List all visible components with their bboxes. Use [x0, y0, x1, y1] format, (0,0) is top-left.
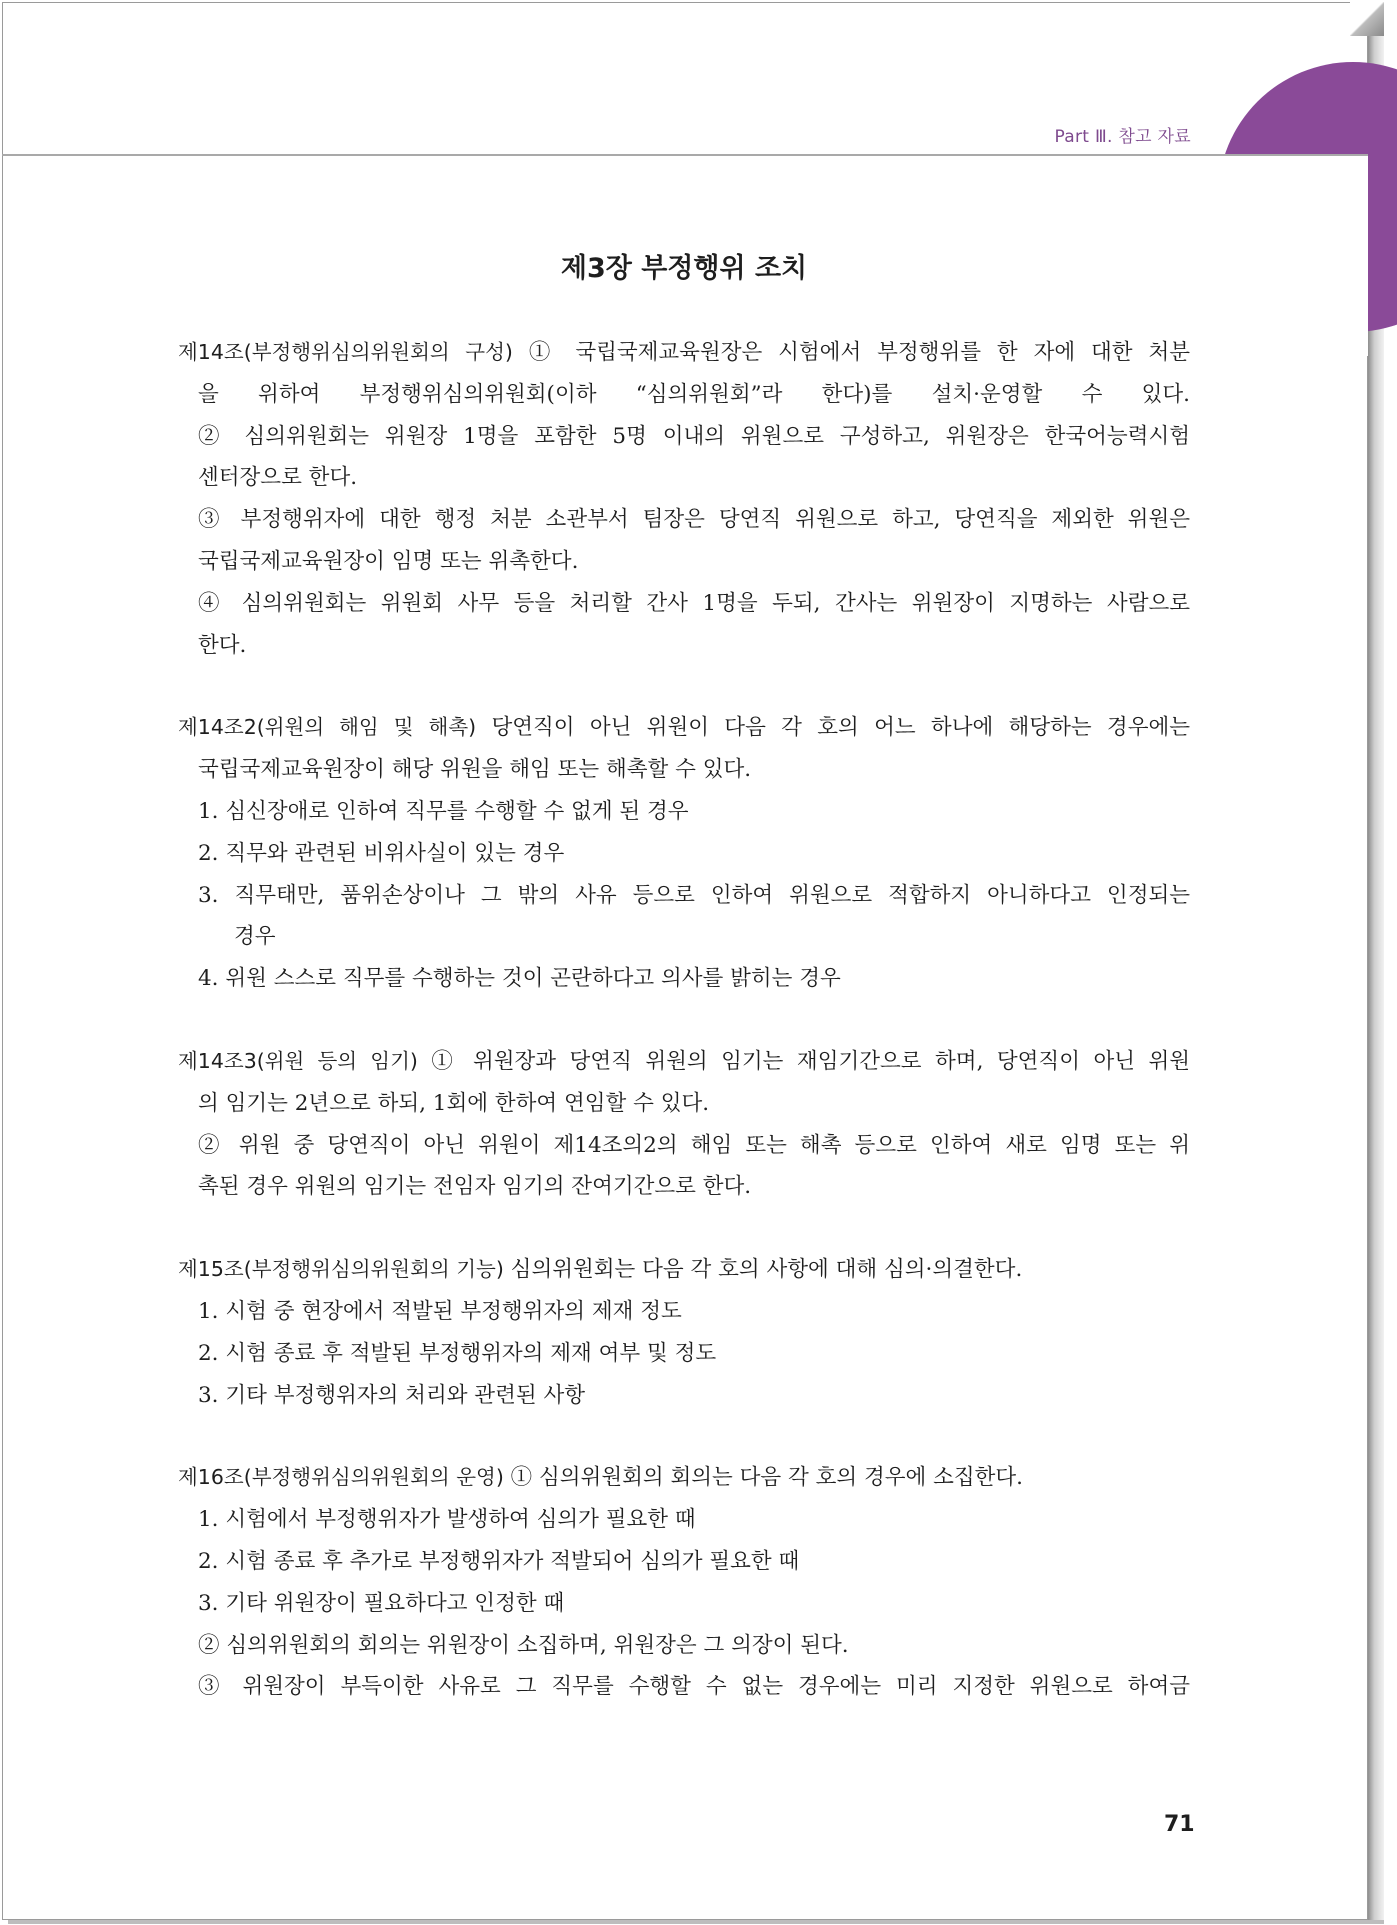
- article-line: [178, 1041, 1190, 1083]
- article-14-2: [178, 707, 1190, 1000]
- article-line: 센터장으로 한다.: [198, 465, 358, 491]
- page-number: 71: [1164, 1812, 1195, 1837]
- article-line: ④ 심의위원회는 위원회 사무 등을 처리할 간사 1명을 두되, 간사는 위원장이 지명하는 사람으로: [198, 590, 1190, 616]
- article-line: ② 심의위원회는 위원장 1명을 포함한 5명 이내의 위원으로 구성하고, 위원장은 한국어능력시험: [198, 423, 1190, 449]
- list-item: 1. 시험에서 부정행위자가 발생하여 심의가 필요한 때: [198, 1507, 696, 1533]
- article-line: [178, 1249, 1190, 1291]
- list-item: 4. 위원 스스로 직무를 수행하는 것이 곤란하다고 의사를 밝히는 경우: [198, 966, 841, 992]
- running-head: Part Ⅲ. 참고 자료: [1054, 127, 1191, 147]
- article-line: ③ 위원장이 부득이한 사유로 그 직무를 수행할 수 없는 경우에는 미리 지정한 위원으로 하여금: [198, 1674, 1190, 1700]
- article-line: 국립국제교육원장이 해당 위원을 해임 또는 해촉할 수 있다.: [198, 757, 752, 783]
- article-line: 국립국제교육원장이 임명 또는 위촉한다.: [198, 548, 579, 574]
- page-curl: [1350, 2, 1384, 36]
- article-text: ① 국립국제교육원장은 시험에서 부정행위를 한 자에 대한 처분: [512, 340, 1190, 365]
- list-item: 1. 심신장애로 인하여 직무를 수행할 수 없게 된 경우: [198, 798, 689, 824]
- chapter-title: 제3장 부정행위 조치: [560, 253, 808, 284]
- article-15: [178, 1249, 1190, 1416]
- article-line: ③ 부정행위자에 대한 행정 처분 소관부서 팀장은 당연직 위원으로 하고, 당연직을 제외한 위원은: [198, 507, 1190, 533]
- article-line: [178, 707, 1190, 749]
- list-item-continuation: 경우: [234, 924, 276, 950]
- article-line: ② 심의위원회의 회의는 위원장이 소집하며, 위원장은 그 의장이 된다.: [198, 1632, 849, 1658]
- article-text: 심의위원회는 다음 각 호의 사항에 대해 심의·의결한다.: [503, 1257, 1023, 1283]
- article-heading: 제15조(부정행위심의위원회의 기능): [178, 1257, 504, 1282]
- list-item: 2. 시험 종료 후 추가로 부정행위자가 적발되어 심의가 필요한 때: [198, 1548, 800, 1574]
- page-edge-bottom: [8, 1920, 1384, 1924]
- list-item: 2. 직무와 관련된 비위사실이 있는 경우: [198, 840, 565, 866]
- article-14: [178, 332, 1190, 666]
- article-16: [178, 1457, 1190, 1708]
- list-item: 3. 기타 부정행위자의 처리와 관련된 사항: [198, 1382, 585, 1408]
- list-item: 2. 시험 종료 후 적발된 부정행위자의 제재 여부 및 정도: [198, 1340, 717, 1366]
- article-heading: 제14조(부정행위심의위원회의 구성): [178, 340, 513, 364]
- article-line: 한다.: [198, 632, 247, 658]
- document-body: [178, 332, 1190, 1749]
- list-item: 3. 직무태만, 품위손상이나 그 밖의 사유 등으로 인하여 위원으로 적합하지 아니하다고 인정되는: [198, 882, 1190, 908]
- article-14-3: [178, 1041, 1190, 1208]
- article-line: 의 임기는 2년으로 하되, 1회에 한하여 연임할 수 있다.: [198, 1090, 710, 1116]
- article-line: [178, 1457, 1190, 1499]
- article-text: 당연직이 아닌 위원이 다음 각 호의 어느 하나에 해당하는 경우에는: [476, 715, 1191, 741]
- article-line: [178, 332, 1190, 374]
- article-line: 을 위하여 부정행위심의위원회(이하 “심의위원회”라 한다)를 설치·운영할 수 있다.: [198, 381, 1190, 407]
- article-line: ② 위원 중 당연직이 아닌 위원이 제14조의2의 해임 또는 해촉 등으로 인하여 새로 임명 또는 위: [198, 1132, 1190, 1158]
- list-item: 1. 시험 중 현장에서 적발된 부정행위자의 제재 정도: [198, 1298, 682, 1324]
- article-text: ① 위원장과 당연직 위원의 임기는 재임기간으로 하며, 당연직이 아닌 위원: [417, 1048, 1190, 1074]
- article-heading: 제14조2(위원의 해임 및 해촉): [178, 715, 477, 740]
- article-line: 촉된 경우 위원의 임기는 전임자 임기의 잔여기간으로 한다.: [198, 1174, 752, 1200]
- article-heading: 제16조(부정행위심의위원회의 운영): [178, 1465, 504, 1490]
- list-item: 3. 기타 위원장이 필요하다고 인정한 때: [198, 1590, 565, 1616]
- article-text: ① 심의위원회의 회의는 다음 각 호의 경우에 소집한다.: [503, 1465, 1024, 1491]
- header-rule: [2, 154, 1368, 156]
- article-heading: 제14조3(위원 등의 임기): [178, 1048, 418, 1073]
